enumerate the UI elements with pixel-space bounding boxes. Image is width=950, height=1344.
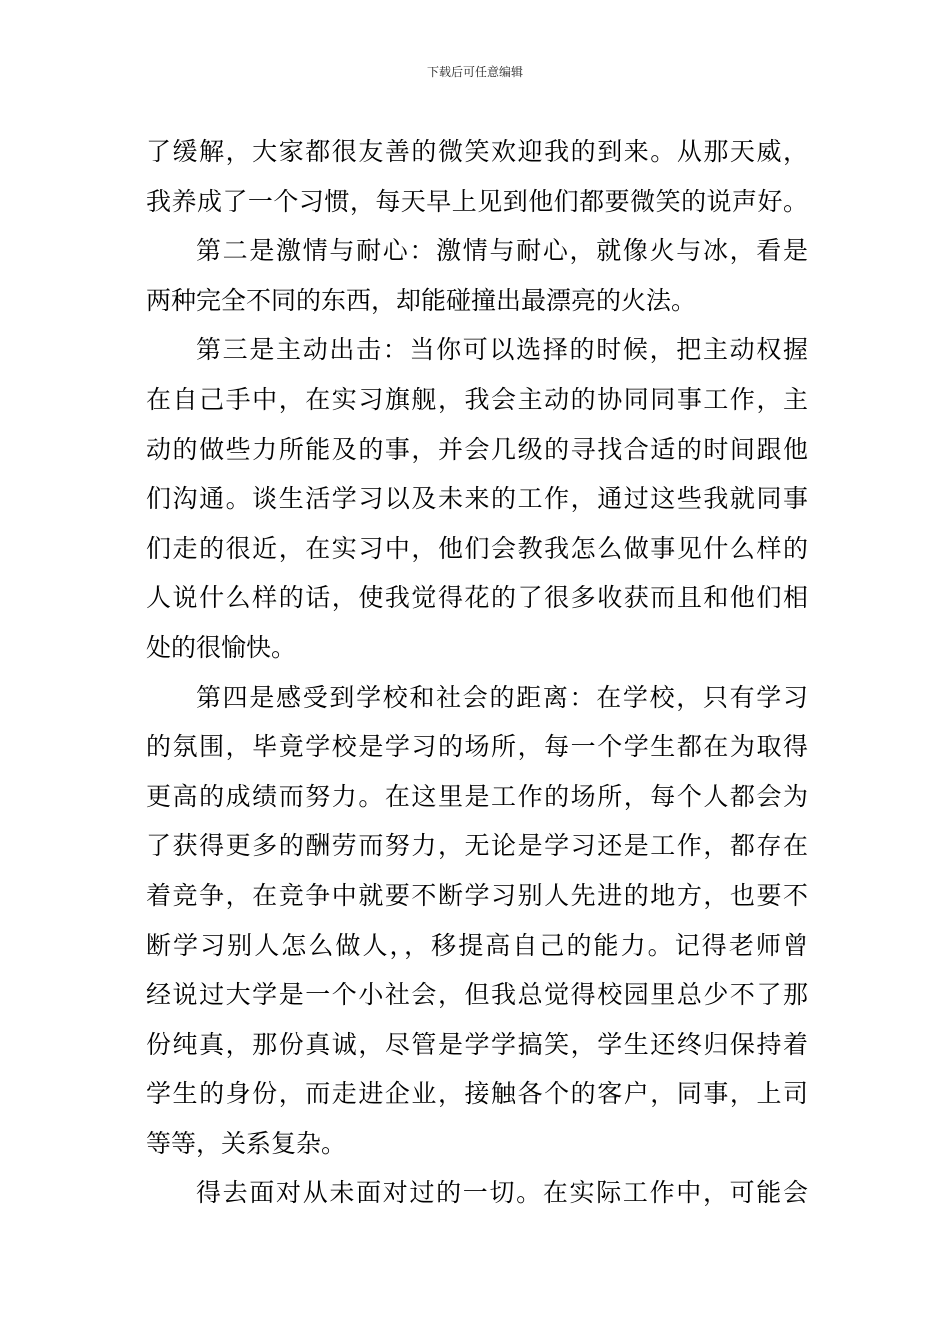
header-note: 下载后可任意编辑 xyxy=(426,65,523,79)
text-line: 两种完全不同的东西，却能碰撞出最漂亮的火法。 xyxy=(146,285,697,315)
text-line: 第二是激情与耐心：激情与耐心，就像火与冰，看是 xyxy=(196,236,808,266)
text-line: 第三是主动出击：当你可以选择的时候，把主动权握 xyxy=(196,335,808,365)
text-line: 的氛围，毕竟学校是学习的场所，每一个学生都在为取得 xyxy=(146,732,808,762)
text-line: 们走的很近，在实习中，他们会教我怎么做事见什么样的 xyxy=(146,533,808,563)
text-line: 人说什么样的话，使我觉得花的了很多收获而且和他们相 xyxy=(146,583,808,613)
text-line: 份纯真，那份真诚，尽管是学学搞笑，学生还终归保持着 xyxy=(146,1029,808,1059)
text-line: 得去面对从未面对过的一切。在实际工作中，可能会 xyxy=(196,1178,808,1208)
text-line: 断学习别人怎么做人，，移提高自己的能力。记得老师曾 xyxy=(146,930,808,960)
text-line: 处的很愉快。 xyxy=(146,632,297,662)
text-line: 第四是感受到学校和社会的距离：在学校，只有学习 xyxy=(196,682,808,712)
text-line: 了获得更多的酬劳而努力，无论是学习还是工作，都存在 xyxy=(146,831,808,861)
text-line: 了缓解，大家都很友善的微笑欢迎我的到来。从那天威， xyxy=(146,137,808,166)
text-line: 着竞争，在竞争中就要不断学习别人先进的地方，也要不 xyxy=(146,880,808,910)
text-line: 们沟通。谈生活学习以及未来的工作，通过这些我就同事 xyxy=(146,484,808,514)
text-line: 在自己手中，在实习旗舰，我会主动的协同同事工作，主 xyxy=(146,384,808,414)
body-text xyxy=(146,127,808,1218)
text-line: 等等，关系复杂。 xyxy=(146,1128,347,1158)
text-line: 更高的成绩而努力。在这里是工作的场所，每个人都会为 xyxy=(146,781,808,811)
text-line: 学生的身份，而走进企业，接触各个的客户，同事，上司 xyxy=(146,1079,808,1109)
text-line: 我养成了一个习惯，每天早上见到他们都要微笑的说声好。 xyxy=(146,186,808,216)
text-line: 动的做些力所能及的事，并会几级的寻找合适的时间跟他 xyxy=(146,434,808,464)
page-header xyxy=(0,64,950,80)
text-line: 经说过大学是一个小社会，但我总觉得校园里总少不了那 xyxy=(146,980,808,1010)
